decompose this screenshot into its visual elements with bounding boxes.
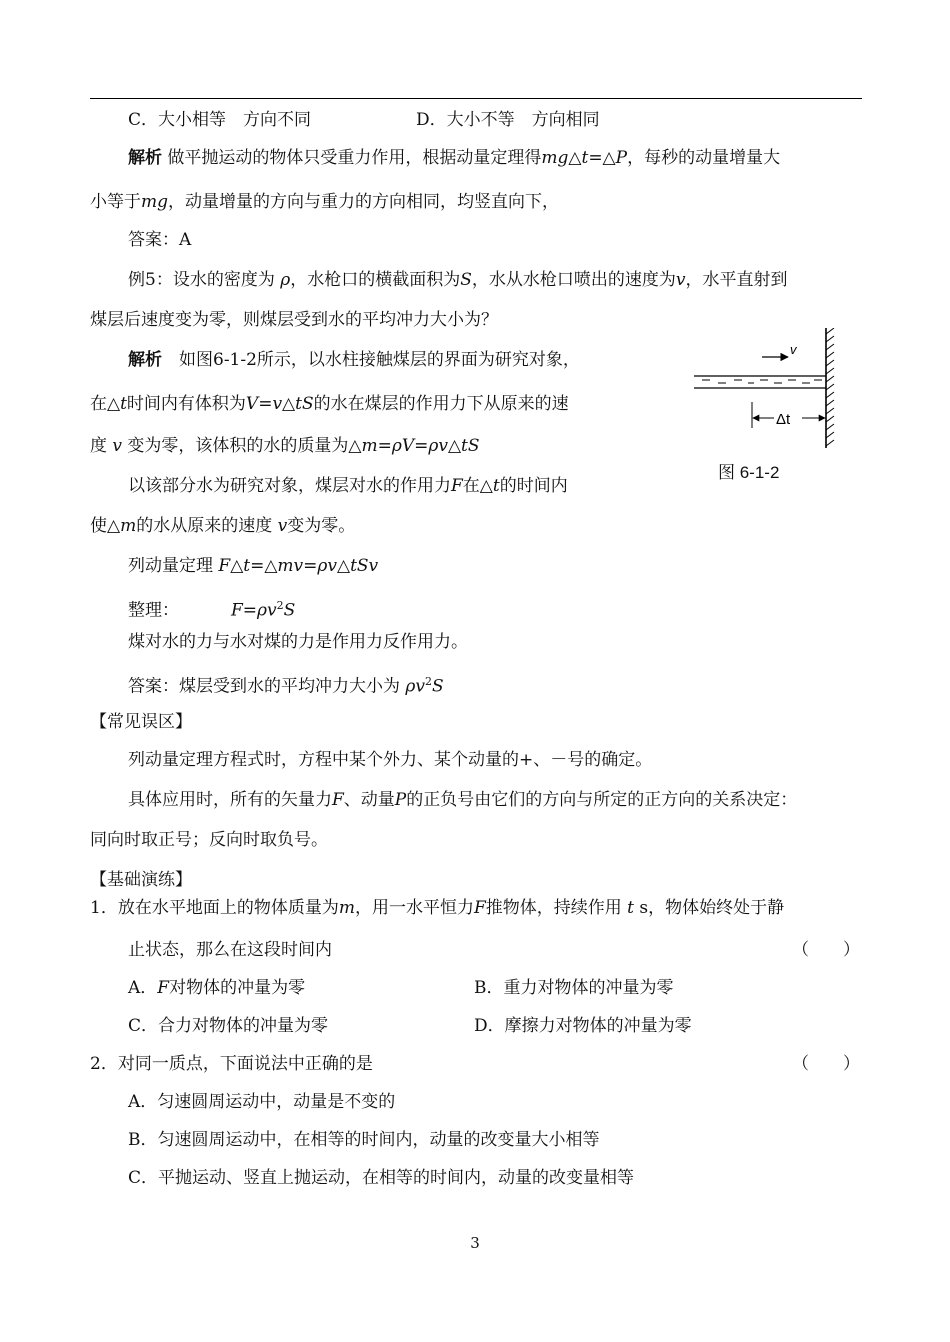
q2-answer-blank: （ ） bbox=[792, 1054, 860, 1074]
analysis-label: 解析 bbox=[128, 148, 162, 168]
ex5-analysis-line6: 列动量定理 F△t=△mv=ρv△tSv bbox=[128, 556, 379, 576]
q1-line1: 1．放在水平地面上的物体质量为m，用一水平恒力F推物体，持续作用 t s，物体始终处于静 bbox=[90, 898, 785, 918]
ex5-answer: 答案：煤层受到水的平均冲力大小为 $\rho v^2S$ bbox=[128, 675, 444, 697]
header-rule bbox=[90, 98, 862, 99]
q1-option-b: B．重力对物体的冲量为零 bbox=[474, 978, 674, 998]
q1-option-c: C．合力对物体的冲量为零 bbox=[128, 1016, 329, 1036]
ex4-answer: 答案：A bbox=[128, 230, 192, 250]
figure-caption: 图 6-1-2 bbox=[718, 463, 780, 482]
mistakes-line2: 具体应用时，所有的矢量力F、动量P的正负号由它们的方向与所定的正方向的关系决定： bbox=[128, 790, 798, 810]
q2-stem: 2．对同一质点，下面说法中正确的是 bbox=[90, 1054, 373, 1074]
wall-hatching bbox=[826, 328, 834, 446]
ex5-question-line2: 煤层后速度变为零，则煤层受到水的平均冲力大小为？ bbox=[90, 310, 498, 330]
q1-option-a: A．F对物体的冲量为零 bbox=[128, 978, 306, 998]
q2-option-b: B．匀速圆周运动中，在相等的时间内，动量的改变量大小相等 bbox=[128, 1130, 600, 1150]
mistakes-heading: 【常见误区】 bbox=[90, 712, 192, 732]
q4-option-c: C．大小相等 方向不同 bbox=[128, 110, 312, 130]
q2-option-c: C．平抛运动、竖直上抛运动，在相等的时间内，动量的改变量相等 bbox=[128, 1168, 635, 1188]
ex5-analysis-line8: 煤对水的力与水对煤的力是作用力反作用力。 bbox=[128, 632, 468, 652]
ex5-analysis-line7: 整理： $F=\rho v^2S$ bbox=[128, 599, 296, 621]
ex5-analysis-line2: 在△t时间内有体积为V=v△tS的水在煤层的作用力下从原来的速 bbox=[90, 394, 569, 414]
q4-option-d: D．大小不等 方向相同 bbox=[416, 110, 600, 130]
ex5-analysis-line3: 度 v 变为零，该体积的水的质量为△m=ρV=ρv△tS bbox=[90, 436, 480, 456]
velocity-label: v bbox=[790, 342, 797, 357]
ex5-analysis-line1: 解析 如图6-1-2所示，以水柱接触煤层的界面为研究对象， bbox=[128, 350, 580, 370]
mistakes-line3: 同向时取正号；反向时取负号。 bbox=[90, 830, 328, 850]
ex5-analysis-line4: 以该部分水为研究对象，煤层对水的作用力F在△t的时间内 bbox=[128, 476, 568, 496]
ex4-analysis-line2: 小等于mg，动量增量的方向与重力的方向相同，均竖直向下， bbox=[90, 192, 560, 212]
q2-option-a: A．匀速圆周运动中，动量是不变的 bbox=[128, 1092, 396, 1112]
q1-line2: 止状态，那么在这段时间内 bbox=[128, 940, 332, 960]
mistakes-line1: 列动量定理方程式时，方程中某个外力、某个动量的+、－号的确定。 bbox=[128, 750, 653, 770]
ex4-analysis-line1: 解析 做平抛运动的物体只受重力作用，根据动量定理得mg△t=△P，每秒的动量增量大 bbox=[128, 148, 781, 168]
delta-t-label: Δt bbox=[776, 411, 791, 428]
ex5-analysis-line5: 使△m的水从原来的速度 v变为零。 bbox=[90, 516, 356, 536]
q1-answer-blank: （ ） bbox=[792, 940, 860, 960]
water-dashes bbox=[702, 380, 822, 383]
water-jet-figure bbox=[690, 328, 850, 453]
q1-option-d: D．摩擦力对物体的冲量为零 bbox=[474, 1016, 692, 1036]
basics-heading: 【基础演练】 bbox=[90, 870, 192, 890]
page-number: 3 bbox=[470, 1234, 480, 1252]
ex5-question-line1: 例5：设水的密度为 ρ，水枪口的横截面积为S，水从水枪口喷出的速度为v，水平直射到 bbox=[128, 270, 788, 290]
